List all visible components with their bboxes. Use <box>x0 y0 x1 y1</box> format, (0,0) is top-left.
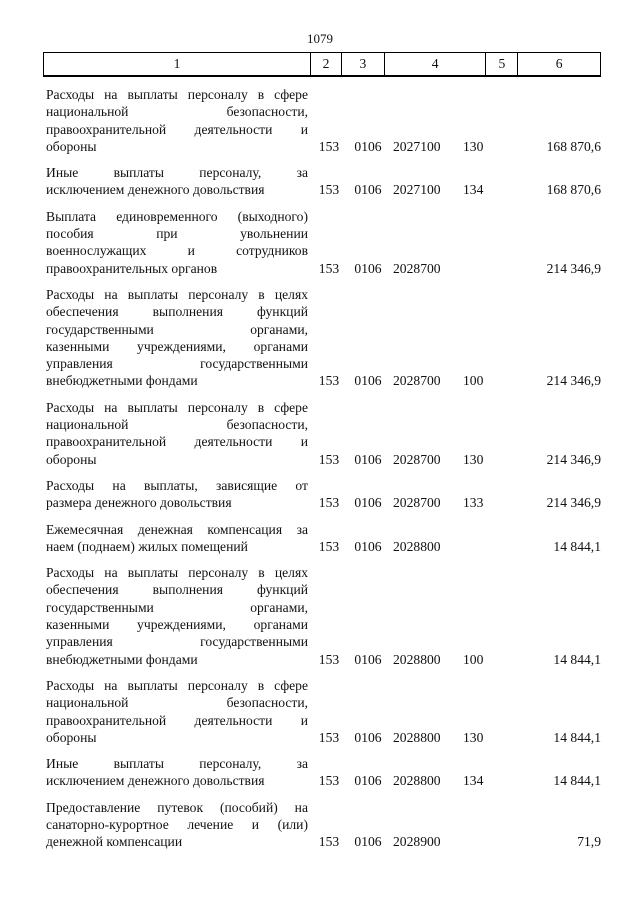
row-description <box>46 564 308 668</box>
header-col-4: 4 <box>385 53 487 75</box>
row-target-article: 2027100 <box>393 182 441 198</box>
row-ministry-code: 153 <box>318 182 340 198</box>
row-expense-type: 130 <box>463 138 484 154</box>
header-col-3: 3 <box>342 53 385 75</box>
table-row <box>46 164 601 199</box>
table-row <box>46 564 601 668</box>
row-target-article: 2028800 <box>393 773 441 789</box>
row-amount: 14 844,1 <box>553 773 601 789</box>
row-ministry-code: 153 <box>318 651 340 667</box>
page-number: 1079 <box>307 31 333 46</box>
header-col-2: 2 <box>311 53 342 75</box>
row-target-article: 2028800 <box>393 538 441 554</box>
row-description-line: управления государственными <box>46 634 308 650</box>
row-description-line: Расходы на выплаты персоналу в целях <box>46 565 308 581</box>
row-description-line: пособия при увольнении <box>46 226 308 242</box>
row-description-line: обеспечения выполнения функций <box>46 304 308 320</box>
row-section-code: 0106 <box>354 182 382 198</box>
row-amount: 214 346,9 <box>546 451 601 467</box>
row-description-line: наем (поднаем) жилых помещений <box>46 538 248 554</box>
row-description-line: правоохранительных органов <box>46 260 218 276</box>
row-description-line: национальной безопасности, <box>46 695 308 711</box>
row-description-line: Выплата единовременного (выходного) <box>46 208 308 224</box>
row-target-article: 2027100 <box>393 138 441 154</box>
row-expense-type: 130 <box>463 729 484 745</box>
row-amount: 71,9 <box>577 834 601 850</box>
row-ministry-code: 153 <box>318 773 340 789</box>
row-description-line: правоохранительной деятельности и <box>46 434 308 450</box>
row-description-line: Расходы на выплаты, зависящие от <box>46 477 308 493</box>
row-description-line: обороны <box>46 729 97 745</box>
row-description-line: обороны <box>46 451 97 467</box>
row-section-code: 0106 <box>354 538 382 554</box>
table-row <box>46 399 601 468</box>
row-section-code: 0106 <box>354 260 382 276</box>
row-description-line: Ежемесячная денежная компенсация за <box>46 521 308 537</box>
row-description-line: управления государственными <box>46 356 308 372</box>
row-section-code: 0106 <box>354 729 382 745</box>
row-description-line: внебюджетными фондами <box>46 651 198 667</box>
row-section-code: 0106 <box>354 138 382 154</box>
row-target-article: 2028700 <box>393 373 441 389</box>
row-description-line: исключением денежного довольствия <box>46 773 265 789</box>
row-description-line: внебюджетными фондами <box>46 373 198 389</box>
table-row <box>46 799 601 851</box>
row-description-line: военнослужащих и сотрудников <box>46 243 308 259</box>
row-description-line: Иные выплаты персоналу, за <box>46 756 308 772</box>
row-amount: 214 346,9 <box>546 495 601 511</box>
row-ministry-code: 153 <box>318 834 340 850</box>
row-amount: 14 844,1 <box>553 729 601 745</box>
row-description-line: казенными учреждениями, органами <box>46 617 308 633</box>
row-description-line: казенными учреждениями, органами <box>46 338 308 354</box>
row-amount: 14 844,1 <box>553 651 601 667</box>
row-section-code: 0106 <box>354 834 382 850</box>
row-description-line: исключением денежного довольствия <box>46 182 265 198</box>
row-description <box>46 164 308 199</box>
row-description-line: национальной безопасности, <box>46 417 308 433</box>
row-amount: 168 870,6 <box>546 138 601 154</box>
row-amount: 214 346,9 <box>546 260 601 276</box>
row-description-line: государственными органами, <box>46 599 308 615</box>
row-target-article: 2028700 <box>393 451 441 467</box>
row-ministry-code: 153 <box>318 260 340 276</box>
row-description-line: Расходы на выплаты персоналу в целях <box>46 286 308 302</box>
row-description <box>46 399 308 468</box>
row-section-code: 0106 <box>354 373 382 389</box>
row-description-line: размера денежного довольствия <box>46 495 232 511</box>
row-section-code: 0106 <box>354 495 382 511</box>
row-ministry-code: 153 <box>318 538 340 554</box>
row-description <box>46 799 308 851</box>
row-amount: 168 870,6 <box>546 182 601 198</box>
table-row <box>46 477 601 512</box>
row-description <box>46 677 308 746</box>
table-row <box>46 677 601 746</box>
row-description-line: обороны <box>46 138 97 154</box>
row-ministry-code: 153 <box>318 451 340 467</box>
row-description-line: Предоставление путевок (пособий) на <box>46 799 308 815</box>
row-description <box>46 86 308 155</box>
row-description <box>46 477 308 512</box>
header-col-6: 6 <box>555 56 563 71</box>
row-description-line: национальной безопасности, <box>46 104 308 120</box>
row-target-article: 2028700 <box>393 260 441 276</box>
row-section-code: 0106 <box>354 451 382 467</box>
row-target-article: 2028800 <box>393 729 441 745</box>
row-ministry-code: 153 <box>318 729 340 745</box>
table-header <box>43 52 601 77</box>
row-amount: 14 844,1 <box>553 538 601 554</box>
table-row <box>46 286 601 390</box>
row-expense-type: 134 <box>463 773 484 789</box>
header-col-5: 5 <box>486 53 518 75</box>
row-section-code: 0106 <box>354 651 382 667</box>
row-description <box>46 286 308 390</box>
row-ministry-code: 153 <box>318 495 340 511</box>
row-description-line: Расходы на выплаты персоналу в сфере <box>46 677 308 693</box>
table-body <box>46 86 601 860</box>
row-description-line: Расходы на выплаты персоналу в сфере <box>46 87 308 102</box>
table-row <box>46 521 601 556</box>
row-ministry-code: 153 <box>318 373 340 389</box>
row-description-line: государственными органами, <box>46 321 308 337</box>
row-target-article: 2028900 <box>393 834 441 850</box>
row-description <box>46 208 308 277</box>
row-expense-type: 100 <box>463 373 484 389</box>
row-target-article: 2028800 <box>393 651 441 667</box>
header-col-1: 1 <box>44 53 311 75</box>
row-description <box>46 755 308 790</box>
row-description <box>46 521 308 556</box>
table-row <box>46 208 601 277</box>
row-description-line: правоохранительной деятельности и <box>46 712 308 728</box>
row-expense-type: 100 <box>463 651 484 667</box>
row-expense-type: 134 <box>463 182 484 198</box>
row-ministry-code: 153 <box>318 138 340 154</box>
table-row <box>46 86 601 155</box>
row-section-code: 0106 <box>354 773 382 789</box>
row-amount: 214 346,9 <box>546 373 601 389</box>
row-description-line: Расходы на выплаты персоналу в сфере <box>46 399 308 415</box>
table-row <box>46 755 601 790</box>
row-description-line: обеспечения выполнения функций <box>46 582 308 598</box>
row-description-line: Иные выплаты персоналу, за <box>46 165 308 181</box>
row-description-line: денежной компенсации <box>46 834 183 850</box>
row-expense-type: 130 <box>463 451 484 467</box>
row-description-line: санаторно-курортное лечение и (или) <box>46 816 308 832</box>
row-expense-type: 133 <box>463 495 484 511</box>
row-target-article: 2028700 <box>393 495 441 511</box>
row-description-line: правоохранительной деятельности и <box>46 121 308 137</box>
